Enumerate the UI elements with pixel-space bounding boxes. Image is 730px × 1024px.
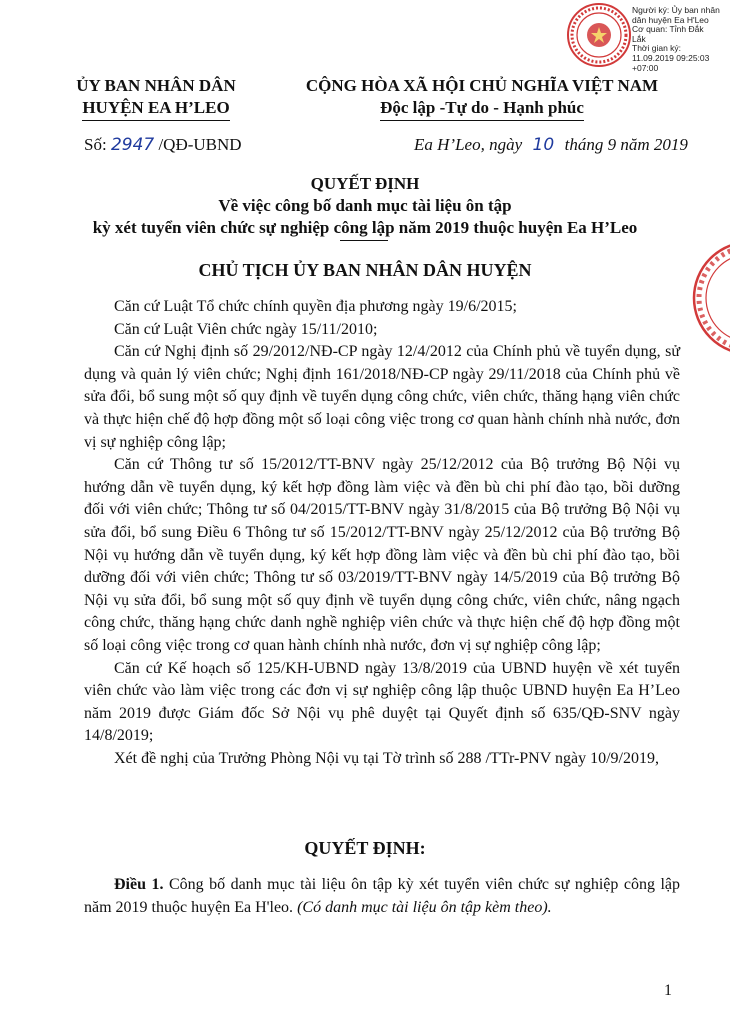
proposal-paragraph: Xét đề nghị của Trưởng Phòng Nội vụ tại Tờ trình số 288 /TTr-PNV ngày 10/9/2019, — [114, 749, 659, 767]
authority-heading: CHỦ TỊCH ỦY BAN NHÂN DÂN HUYỆN — [198, 260, 532, 280]
digital-signature-info — [632, 6, 728, 73]
basis-paragraph: Căn cứ Thông tư số 15/2012/TT-BNV ngày 25/12/2012 của Bộ trưởng Bộ Nội vụ hướng dẫn về tuyển dụng, ký kết hợp đồng làm việc và đền bù chi phí đào tạo, bồi dưỡng đối với viên chức; Thông tư số 04/2015/TT-BNV ngày 31/8/2015 của Bộ trưởng Bộ Nội vụ sửa đổi, bổ sung Điều 6 Thông tư số 15/2012/TT-BNV ngày 25/12/2012 của Bộ trưởng Bộ Nội vụ hướng dẫn về tuyển dụng, ký kết hợp đồng làm việc và đền bù chi phí đào tạo, bồi dưỡng đối với viên chức; Thông tư số 03/2019/TT-BNV ngày 14/5/2019 của Bộ trưởng Bộ Nội vụ sửa đổi, bổ sung một số quy định về tuyển dụng công chức, viên chức, nâng ngạch công chức, thăng hạng chức danh nghề nghiệp viên chức và thực hiện chế độ hợp đồng một số loại công việc trong cơ quan hành chính nhà nước, đơn vị sự nghiệp công lập; — [84, 456, 680, 654]
decision-heading: QUYẾT ĐỊNH: — [304, 838, 426, 858]
basis-paragraph: Căn cứ Nghị định số 29/2012/NĐ-CP ngày 12/4/2012 của Chính phủ về tuyển dụng, sử dụng và quản lý viên chức; Nghị định 161/2018/NĐ-CP ngày 29/11/2018 của Chính phủ về sửa đổi, bổ sung một số quy định về tuyển dụng công chức, viên chức, thăng hạng viên chức và thực hiện chế độ hợp đồng một số loại công việc trong cơ quan hành chính nhà nước, đơn vị sự nghiệp công lập; — [84, 343, 680, 451]
legal-basis — [84, 296, 680, 770]
basis-paragraph: Căn cứ Kế hoạch số 125/KH-UBND ngày 13/8/2019 của UBND huyện về xét tuyển viên chức vào làm việc trong các đơn vị sự nghiệp công lập thuộc UBND huyện Ea H’Leo năm 2019 được Giám đốc Sở Nội vụ phê duyệt tại Quyết định số 635/QĐ-SNV ngày 14/8/2019; — [84, 659, 680, 745]
signature-line: Lắk — [632, 33, 646, 44]
issuer-district: HUYỆN EA H’LEO — [82, 97, 229, 121]
national-motto-block — [292, 75, 672, 121]
page-number: 1 — [664, 982, 672, 999]
document-number — [84, 135, 242, 155]
issuer-name: ỦY BAN NHÂN DÂN — [76, 76, 236, 95]
handwritten-day: 10 — [532, 135, 555, 155]
edge-seal-icon — [688, 238, 730, 358]
doc-subject-line2: kỳ xét tuyển viên chức sự nghiệp công lập năm 2019 thuộc huyện Ea H’Leo — [92, 218, 638, 237]
signature-line: 11.09.2019 09:25:03 — [632, 52, 710, 63]
article-1 — [84, 874, 680, 919]
title-divider — [340, 240, 388, 241]
country-name: CỘNG HÒA XÃ HỘI CHỦ NGHĨA VIỆT NAM — [305, 76, 659, 95]
issue-date — [414, 135, 688, 155]
signature-line: Thời gian ký: — [632, 43, 682, 54]
signature-line: Người ký: Ủy ban nhân — [632, 5, 720, 15]
article-text: Công bố danh mục tài liệu ôn tập kỳ xét tuyển viên chức sự nghiệp công lập năm 2019 thuộc huyện Ea H'leo. — [84, 876, 681, 916]
date-prefix: Ea H’Leo, ngày — [414, 135, 523, 154]
handwritten-number: 2947 — [110, 135, 155, 155]
article-note: (Có danh mục tài liệu ôn tập kèm theo). — [297, 898, 552, 916]
issuer-block — [56, 75, 256, 121]
title-block — [40, 173, 690, 239]
article-label: Điều 1. — [114, 876, 164, 893]
seal-icon — [566, 2, 632, 68]
basis-paragraph: Căn cứ Luật Tổ chức chính quyền địa phương ngày 19/6/2015; — [114, 298, 517, 315]
signature-line: Cơ quan: Tỉnh Đắk — [632, 24, 704, 35]
basis-paragraph: Căn cứ Luật Viên chức ngày 15/11/2010; — [114, 320, 378, 338]
number-label: Số: — [84, 135, 107, 154]
motto: Độc lập -Tự do - Hạnh phúc — [380, 97, 584, 121]
date-suffix: tháng 9 năm 2019 — [564, 135, 688, 154]
signature-line: +07:00 — [632, 62, 659, 73]
number-suffix: /QĐ-UBND — [158, 135, 242, 154]
doc-title: QUYẾT ĐỊNH — [310, 174, 420, 193]
doc-subject-line1: Về việc công bố danh mục tài liệu ôn tập — [218, 196, 512, 215]
signature-line: dân huyện Ea H'Leo — [632, 14, 709, 25]
